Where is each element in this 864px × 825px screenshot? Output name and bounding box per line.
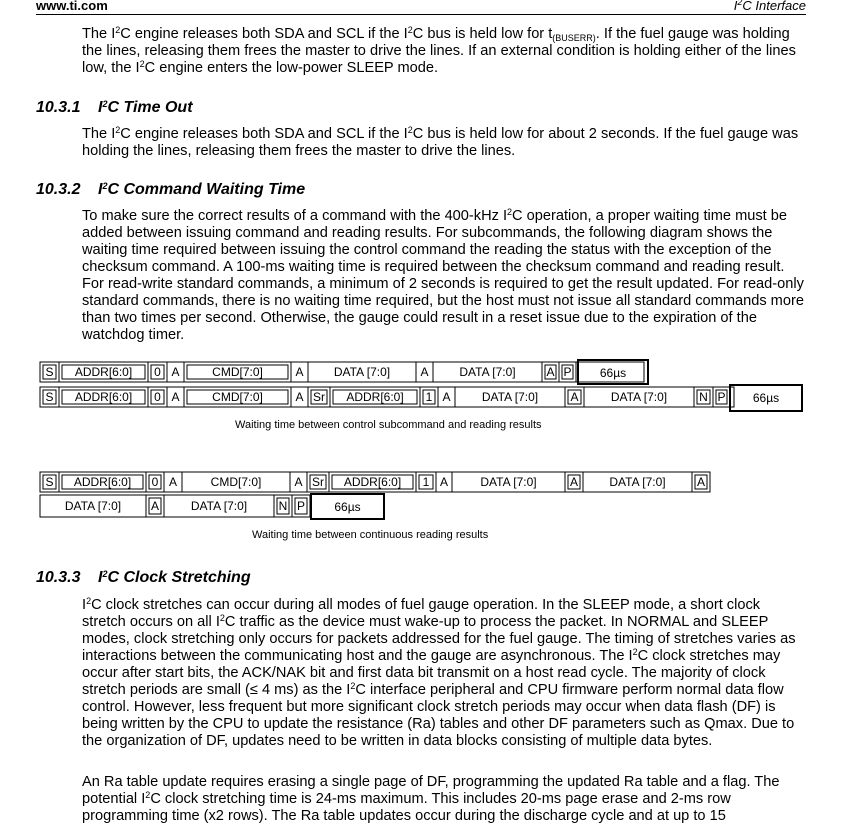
heading-number: 10.3.1 <box>36 99 81 116</box>
section-header-pre: I <box>733 0 738 13</box>
data-label: DATA [7:0] <box>459 365 516 379</box>
text: An Ra table update requires erasing a single page of DF, programming the updated Ra table and a flag. The potential I <box>82 774 780 807</box>
paragraph-10-3-3-a <box>82 597 806 750</box>
sup-2: 2 <box>139 59 145 69</box>
text: C engine releases both SDA and SCL if the I <box>120 26 408 42</box>
heading-number: 10.3.3 <box>36 569 81 586</box>
ack-bit: A <box>295 390 304 404</box>
write-bit: 0 <box>151 475 159 489</box>
addr-label: ADDR[6:0] <box>346 390 404 404</box>
cmd-label: CMD[7:0] <box>212 390 263 404</box>
text: The I <box>82 126 116 142</box>
text: C bus is held low for about 2 seconds. If the fuel gauge was holding the lines, releasing them frees the master to drive the lines. <box>82 126 799 159</box>
stop-bit: P <box>563 365 572 379</box>
ack-bit: A <box>295 365 304 379</box>
nack-bit: N <box>699 390 708 404</box>
ack-bit: A <box>569 475 579 489</box>
nack-bit: N <box>278 499 288 513</box>
ack-bit: A <box>570 390 579 404</box>
ack-bit: A <box>439 475 449 489</box>
data-label: DATA [7:0] <box>480 475 537 489</box>
text: C operation, a proper waiting time must be added between issuing command and reading results. For subcommands, the following diagram shows the waiting time required between issuing the control command the reading the status with the exception of the checksum command. A 100-ms waiting time is required between the checksum command and reading result. For read-write standard commands, a minimum of 2 seconds is required to get the result updated. For read-only standard commands, there is no waiting time required, but the host must not issue all standard commands more than two times per second. Otherwise, the gauge could result in a reset issue due to the expiration of the watchdog timer. <box>82 208 804 343</box>
heading-text: I <box>98 181 103 198</box>
read-bit: 1 <box>422 475 430 489</box>
cmd-label: CMD[7:0] <box>210 475 262 489</box>
text: C engine enters the low-power SLEEP mode. <box>144 60 439 76</box>
sup-2: 2 <box>102 181 108 191</box>
data-label: DATA [7:0] <box>333 365 391 379</box>
ack-bit: A <box>168 475 178 489</box>
heading-text: C Command Waiting Time <box>107 181 306 198</box>
wait-time-label: 66µs <box>752 391 780 405</box>
text: C clock stretches can occur during all modes of fuel gauge operation. In the SLEEP mode, a short clock stretch occurs on all I <box>82 597 761 630</box>
ack-bit: A <box>546 365 555 379</box>
data-label: DATA [7:0] <box>610 390 668 404</box>
sup-2: 2 <box>350 681 356 691</box>
sup-2: 2 <box>632 647 638 657</box>
sup-2: 2 <box>115 125 121 135</box>
read-bit: 1 <box>425 390 433 404</box>
ack-bit: A <box>171 365 180 379</box>
ack-bit: A <box>442 390 451 404</box>
data-label: DATA [7:0] <box>64 499 122 513</box>
heading-text: I <box>98 569 103 586</box>
ack-bit: A <box>294 475 303 489</box>
section-header-post: C Interface <box>742 0 806 13</box>
diagram-caption-2: Waiting time between continuous reading results <box>252 529 489 541</box>
sup-2: 2 <box>507 207 513 217</box>
text: The I <box>82 26 116 42</box>
wait-time-label: 66µs <box>334 500 361 514</box>
ack-bit: A <box>150 499 160 513</box>
sup-2: 2 <box>219 613 225 623</box>
sup-2: 2 <box>407 25 413 35</box>
text: C clock stretching time is 24-ms maximum. This includes 20-ms page erase and 2-ms row programming time (x2 rows). The Ra table updates occur during the discharge cycle and at up to 15 <box>82 791 731 824</box>
addr-label: ADDR[6:0] <box>74 390 133 404</box>
write-bit: 0 <box>154 390 161 404</box>
stop-bit: P <box>296 499 306 513</box>
start-bit: S <box>45 365 54 379</box>
sup-2: 2 <box>115 25 121 35</box>
repeated-start-bit: Sr <box>312 475 324 489</box>
ack-bit: A <box>171 390 180 404</box>
heading-text: C Clock Stretching <box>107 569 251 586</box>
text: To make sure the correct results of a command with the 400-kHz I <box>82 208 508 224</box>
paragraph-10-3-3-b <box>82 774 806 825</box>
start-bit: S <box>45 390 54 404</box>
subscript: (BUSERR) <box>552 33 596 43</box>
text: C bus is held low for t <box>412 26 553 42</box>
text: C interface peripheral and CPU firmware perform normal data flow control. However, less frequent but more significant clock stretch periods may occur when data flash (DF) is being written by the CPU to update the resistance (Ra) tables and other DF parameters such as Qmax. Due to the organization of DF, updates need to be written in data blocks consisting of multiple data bytes. <box>82 682 795 749</box>
addr-label: ADDR[6:0] <box>343 475 402 489</box>
text: C engine releases both SDA and SCL if the I <box>120 126 408 142</box>
site-url[interactable]: www.ti.com <box>36 0 108 13</box>
sup-2: 2 <box>102 569 108 579</box>
data-label: DATA [7:0] <box>190 499 248 513</box>
write-bit: 0 <box>154 365 161 379</box>
text: . If the fuel gauge was holding the lines, releasing them frees the master to drive the lines. If an external condition is holding either of the lines low, the I <box>82 26 796 76</box>
ack-bit: A <box>420 365 429 379</box>
stop-bit: P <box>717 390 726 404</box>
text: C clock stretches may occur after start bits, the ACK/NAK bit and first data bit transmit on a host read cycle. The majority of clock stretch periods are small (≤ 4 ms) as the I <box>82 648 781 698</box>
repeated-start-bit: Sr <box>313 390 325 404</box>
heading-number: 10.3.2 <box>36 181 81 198</box>
cmd-label: CMD[7:0] <box>212 365 263 379</box>
start-bit: S <box>45 475 54 489</box>
sup-2: 2 <box>102 99 108 109</box>
ack-bit: A <box>696 475 706 489</box>
wait-time-label: 66µs <box>599 366 627 380</box>
addr-label: ADDR[6:0] <box>73 475 132 489</box>
sup-2: 2 <box>407 125 413 135</box>
data-label: DATA [7:0] <box>609 475 666 489</box>
diagram-caption-1: Waiting time between control subcommand and reading results <box>235 419 542 431</box>
addr-label: ADDR[6:0] <box>74 365 133 379</box>
data-label: DATA [7:0] <box>481 390 539 404</box>
section-header-sup: 2 <box>737 0 743 7</box>
heading-10-3-3 <box>36 569 251 587</box>
text: C traffic as the device must wake-up to process the packet. In NORMAL and SLEEP modes, clock stretching only occurs for packets addressed for the fuel gauge. The timing of stretches varies as interactions between the communicating host and the gauge are asynchronous. The I <box>82 614 796 664</box>
sup-2: 2 <box>86 596 92 606</box>
sup-2: 2 <box>145 790 151 800</box>
heading-text: I <box>98 99 103 116</box>
text: I <box>82 597 87 613</box>
heading-text: C Time Out <box>107 99 193 116</box>
